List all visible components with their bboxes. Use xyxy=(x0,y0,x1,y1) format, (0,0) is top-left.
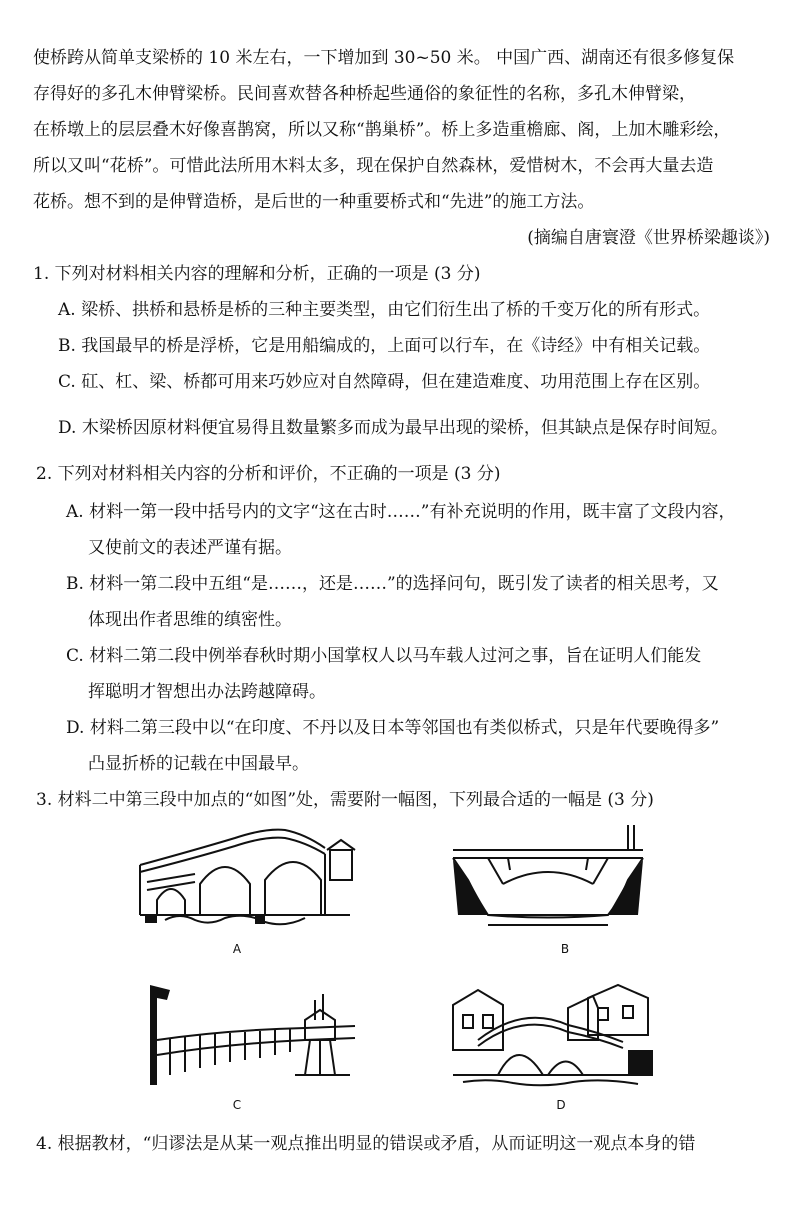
option-a-continued: 又使前文的表述严谨有据。 xyxy=(88,538,292,558)
figure-a-stone-arch-bridge xyxy=(135,820,360,930)
passage-line: 花桥。想不到的是伸臂造桥，是后世的一种重要桥式和“先进”的施工方法。 xyxy=(33,192,595,212)
option-a: A. 梁桥、拱桥和悬桥是桥的三种主要类型，由它们衍生出了桥的千变万化的所有形式。 xyxy=(58,300,711,320)
option-d: D. 材料二第三段中以“在印度、不丹以及日本等邻国也有类似桥式，只是年代要晚得多” xyxy=(66,718,720,738)
passage-line: 使桥跨从简单支梁桥的 10 米左右，一下增加到 30~50 米。 中国广西、湖南还有很多修复保 xyxy=(33,48,735,68)
passage-line: 所以又叫“花桥”。可惜此法所用木料太多，现在保护自然森林，爱惜树木，不会再大量去造 xyxy=(33,156,714,176)
figure-c-pontoon-bridge xyxy=(145,980,360,1090)
citation: (摘编自唐寰澄《世界桥梁趣谈》) xyxy=(527,228,770,248)
option-b: B. 材料一第二段中五组“是……，还是……”的选择问句，既引发了读者的相关思考，又 xyxy=(66,574,719,594)
option-b-continued: 体现出作者思维的缜密性。 xyxy=(88,610,292,630)
option-c: C. 矼、杠、梁、桥都可用来巧妙应对自然障碍，但在建造难度、功用范围上存在区别。 xyxy=(58,372,711,392)
option-d-continued: 凸显折桥的记载在中国最早。 xyxy=(88,754,309,774)
passage-line: 存得好的多孔木伸臂梁桥。民间喜欢替各种桥起些通俗的象征性的名称，多孔木伸臂梁， xyxy=(33,84,696,104)
question-stem: 1. 下列对材料相关内容的理解和分析，正确的一项是 (3 分) xyxy=(33,264,481,284)
option-d: D. 木梁桥因原材料便宜易得且数量繁多而成为最早出现的梁桥，但其缺点是保存时间短。 xyxy=(58,418,728,438)
option-c-continued: 挥聪明才智想出办法跨越障碍。 xyxy=(88,682,326,702)
option-c: C. 材料二第二段中例举春秋时期小国掌权人以马车载人过河之事，旨在证明人们能发 xyxy=(66,646,702,666)
figure-b-cantilever-bridge xyxy=(448,820,648,930)
option-a: A. 材料一第一段中括号内的文字“这在古时……”有补充说明的作用，既丰富了文段内容， xyxy=(66,502,736,522)
question-stem: 3. 材料二中第三段中加点的“如图”处，需要附一幅图，下列最合适的一幅是 (3 分) xyxy=(36,790,654,810)
question-stem: 4. 根据教材，“归谬法是从某一观点推出明显的错误或矛盾，从而证明这一观点本身的错 xyxy=(36,1134,696,1154)
question-stem: 2. 下列对材料相关内容的分析和评价，不正确的一项是 (3 分) xyxy=(36,464,501,484)
passage-line: 在桥墩上的层层叠木好像喜鹊窝，所以又称“鹊巢桥”。桥上多造重檐廊、阁，上加木雕彩绘， xyxy=(33,120,731,140)
figure-d-label: D xyxy=(556,1098,566,1112)
figure-c-label: C xyxy=(232,1098,242,1112)
figure-a-label: A xyxy=(232,942,242,956)
option-b: B. 我国最早的桥是浮桥，它是用船编成的，上面可以行车，在《诗经》中有相关记载。 xyxy=(58,336,711,356)
figure-d-water-town-arch-bridge xyxy=(448,980,658,1090)
figure-b-label: B xyxy=(560,942,570,956)
